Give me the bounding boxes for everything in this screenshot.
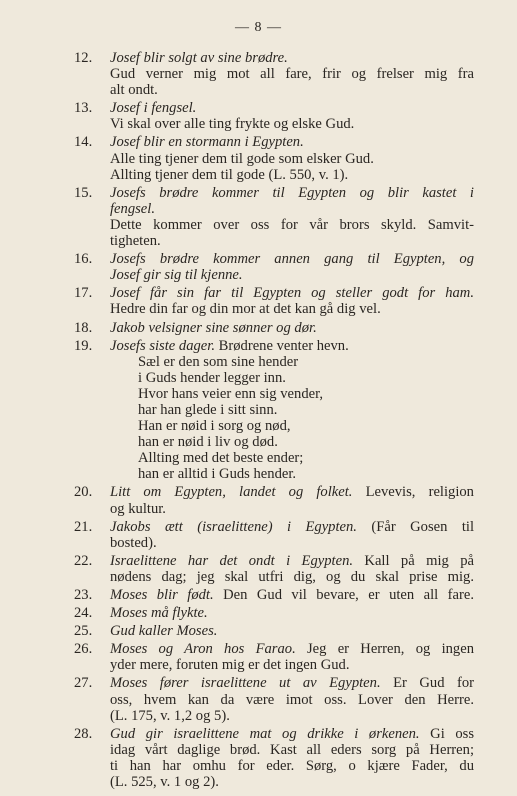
entry-body: [110, 605, 474, 621]
entry-line: Gud kaller Moses.: [110, 623, 218, 640]
entry-line: Gud verner mig mot all fare, frir og frelser mig fra: [110, 66, 474, 83]
entry-line: tigheten.: [110, 233, 161, 250]
list-item: [76, 285, 474, 317]
list-item: [76, 605, 474, 621]
entry-list: [76, 50, 474, 792]
list-item: [76, 641, 474, 673]
list-item: [76, 134, 474, 182]
entry-line: Josefs siste dager. Brødrene venter hevn.: [110, 337, 349, 354]
list-item: [76, 100, 474, 132]
entry-number: 22.: [74, 552, 93, 569]
entry-line: han er alltid i Guds hender.: [138, 466, 297, 483]
entry-number: 13.: [74, 100, 93, 117]
entry-number: 14.: [74, 134, 93, 151]
entry-line: Josef gir sig til kjenne.: [110, 267, 243, 284]
entry-body: [110, 100, 474, 132]
list-item: [76, 320, 474, 336]
entry-line: alt ondt.: [110, 82, 158, 99]
list-item: [76, 675, 474, 723]
entry-line: idag vårt daglige brød. Kast all eders sorg på Herren;: [110, 741, 474, 758]
entry-body: [110, 134, 474, 182]
entry-number: 19.: [74, 337, 93, 354]
entry-line: Hedre din far og din mor at det kan gå dig vel.: [110, 301, 381, 318]
entry-number: 23.: [74, 587, 93, 603]
entry-line: (L. 525, v. 1 og 2).: [110, 774, 219, 791]
entry-body: [110, 185, 474, 249]
list-item: [76, 338, 474, 483]
entry-line: (L. 175, v. 1,2 og 5).: [110, 707, 230, 724]
entry-number: 21.: [74, 518, 93, 535]
list-item: [76, 553, 474, 585]
entry-body: [110, 320, 474, 336]
entry-body: [110, 675, 474, 723]
entry-line: Jakob velsigner sine sønner og dør.: [110, 319, 317, 336]
entry-line: yder mere, foruten mig er det ingen Gud.: [110, 657, 350, 674]
entry-line: Josefs brødre kommer til Egypten og blir kastet i: [110, 184, 474, 201]
entry-line: i Guds hender legger inn.: [138, 369, 286, 386]
entry-number: 20.: [74, 484, 93, 501]
entry-line: Hvor hans veier enn sig vender,: [138, 385, 324, 402]
entry-line: Litt om Egypten, landet og folket. Levevis, religion: [110, 484, 474, 501]
entry-line: har han glede i sitt sinn.: [138, 401, 278, 418]
entry-number: 12.: [74, 50, 93, 66]
entry-line: Gud gir israelittene mat og drikke i ørkenen. Gi oss: [110, 725, 474, 742]
list-item: [76, 587, 474, 603]
entry-line: Josef i fengsel.: [110, 100, 197, 117]
entry-number: 15.: [74, 184, 93, 201]
entry-line: oss, hvem kan da være imot oss. Lover den Herre.: [110, 691, 474, 708]
entry-body: [110, 553, 474, 585]
entry-line: bosted).: [110, 534, 157, 551]
entry-line: Josef får sin far til Egypten og steller godt for ham.: [110, 285, 474, 302]
entry-line: Han er nøid i sorg og nød,: [138, 418, 291, 435]
entry-number: 25.: [74, 623, 93, 640]
entry-line: Alle ting tjener dem til gode som elsker Gud.: [110, 150, 374, 167]
entry-line: Jakobs ætt (israelittene) i Egypten. (Får Gosen til: [110, 518, 475, 535]
entry-line: nødens dag; jeg skal utfri dig, og du skal prise mig.: [110, 568, 474, 585]
entry-body: [110, 338, 474, 483]
page-number: — 8 —: [235, 20, 282, 35]
entry-line: Israelittene har det ondt i Egypten. Kall på mig på: [110, 552, 474, 569]
entry-line: Josefs brødre kommer annen gang til Egypten, og: [110, 251, 474, 268]
entry-body: [110, 251, 474, 283]
entry-line: ti han har omhu for eder. Sørg, o kjære Fader, du: [110, 757, 474, 774]
entry-line: Moses må flykte.: [110, 605, 208, 622]
entry-number: 16.: [74, 251, 93, 268]
entry-line: Dette kommer over oss for vår brors skyld. Samvit-: [110, 216, 474, 233]
entry-line: Vi skal over alle ting frykte og elske Gud.: [110, 116, 355, 133]
entry-number: 27.: [74, 675, 93, 692]
list-item: [76, 185, 474, 249]
entry-number: 18.: [74, 319, 93, 336]
list-item: [76, 50, 474, 98]
entry-body: [110, 587, 474, 603]
entry-number: 24.: [74, 605, 93, 622]
entry-line: han er nøid i liv og død.: [138, 434, 278, 451]
entry-body: [110, 623, 474, 639]
entry-line: Josef blir solgt av sine brødre.: [110, 50, 288, 66]
entry-body: [110, 50, 474, 98]
list-item: [76, 251, 474, 283]
entry-line: Allting med det beste ender;: [138, 450, 304, 467]
entry-line: Moses blir født. Den Gud vil bevare, er uten all fare.: [110, 587, 474, 603]
entry-line: Moses fører israelittene ut av Egypten. Er Gud for: [110, 675, 474, 692]
list-item: [76, 623, 474, 639]
entry-body: [110, 519, 474, 551]
entry-body: [110, 285, 474, 317]
entry-line: Sæl er den som sine hender: [138, 353, 299, 370]
entry-line: Moses og Aron hos Farao. Jeg er Herren, og ingen: [110, 641, 474, 658]
entry-body: [110, 726, 474, 790]
entry-line: Allting tjener dem til gode (L. 550, v. 1).: [110, 166, 349, 183]
list-item: [76, 484, 474, 516]
list-item: [76, 519, 474, 551]
entry-number: 28.: [74, 725, 93, 742]
entry-line: fengsel.: [110, 200, 155, 217]
entry-body: [110, 484, 474, 516]
entry-line: Josef blir en stormann i Egypten.: [110, 134, 304, 151]
entry-body: [110, 641, 474, 673]
entry-number: 17.: [74, 285, 93, 302]
entry-number: 26.: [74, 641, 93, 658]
entry-line: og kultur.: [110, 500, 166, 517]
list-item: [76, 726, 474, 790]
